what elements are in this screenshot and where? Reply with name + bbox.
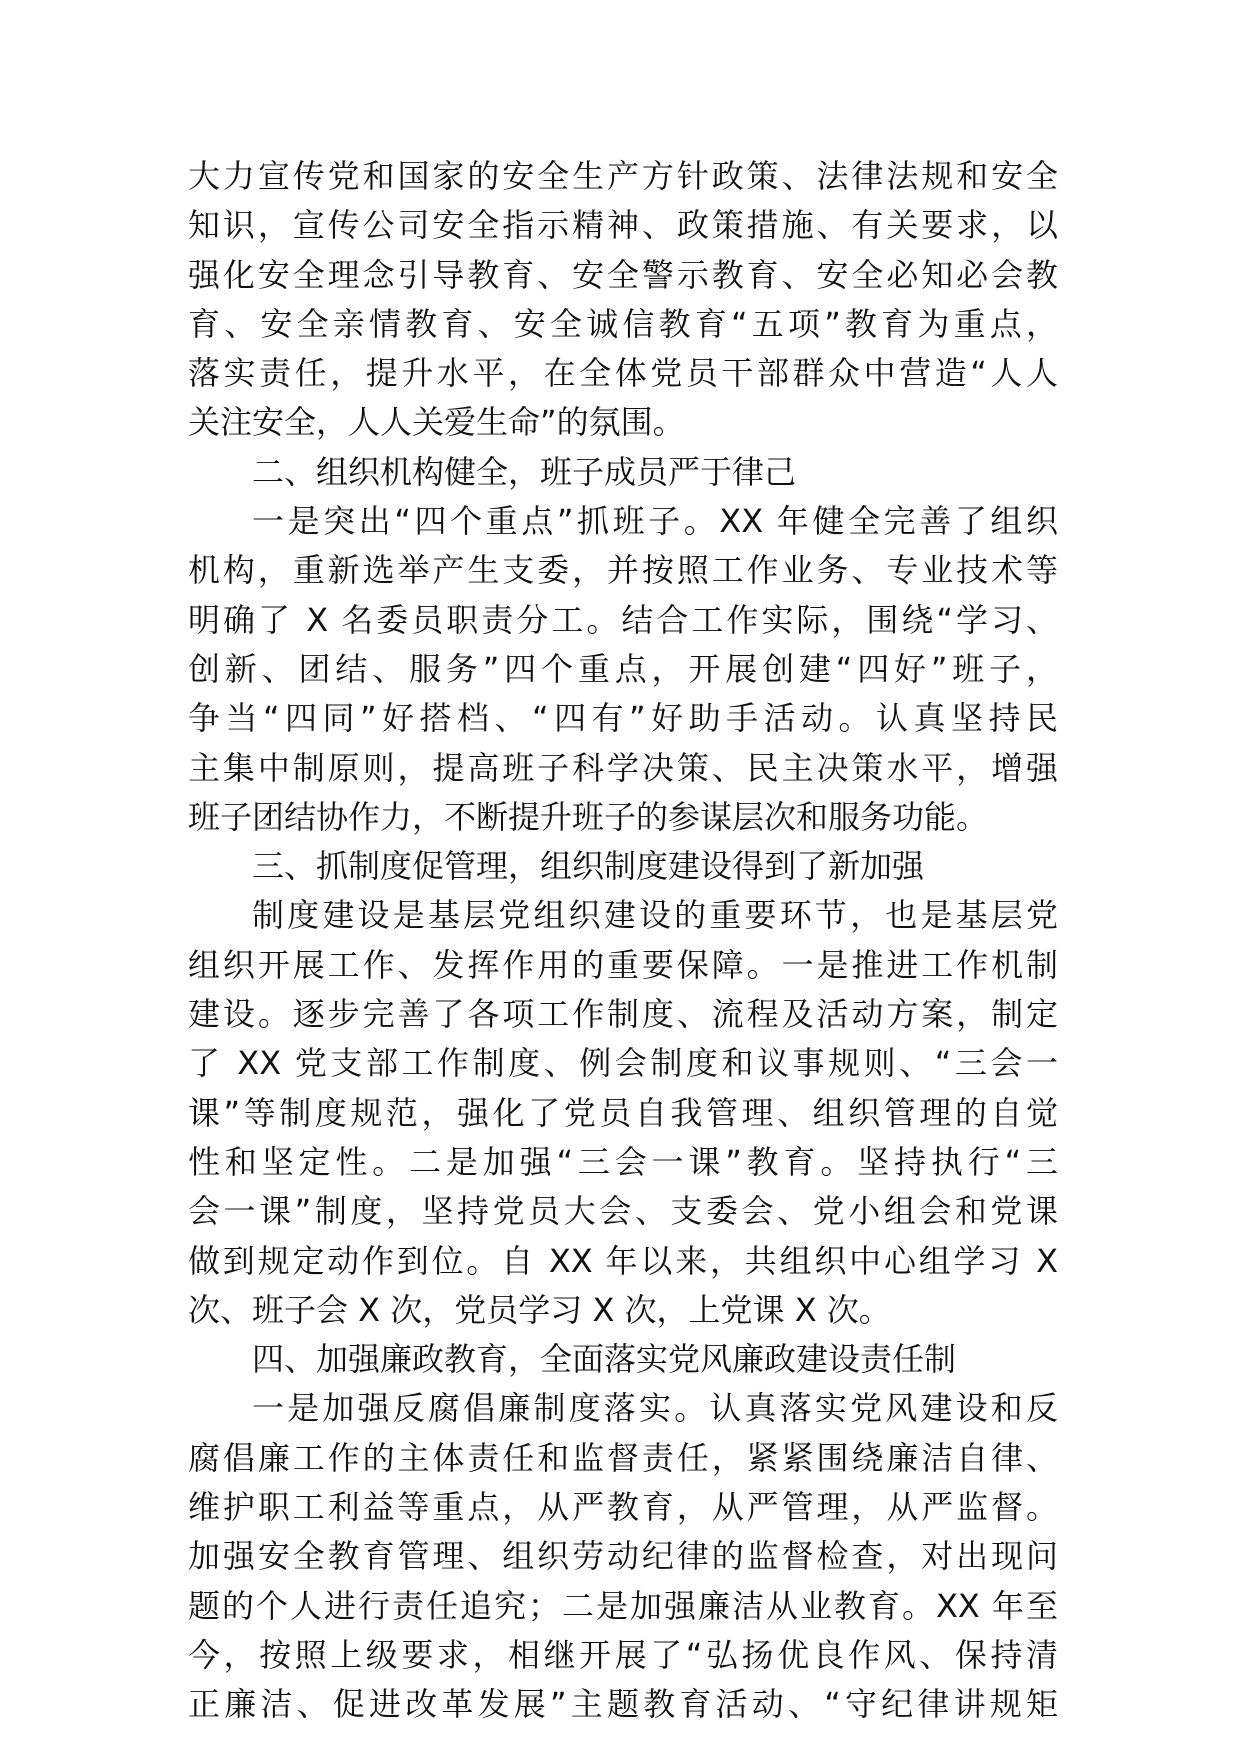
paragraph-first-line: 二、组织机构健全，班子成员严于律己 [252,452,797,491]
text-line: 强化安全理念引导教育、安全警示教育、安全必知必会教 [188,255,1058,294]
paragraph-first-line: 制度建设是基层党组织建设的重要环节，也是基层党 [252,896,1058,935]
text-line: 知识，宣传公司安全指示精神、政策措施、有关要求，以 [188,206,1058,245]
paragraph-first-line: 一是加强反腐倡廉制度落实。认真落实党风建设和反 [252,1389,1058,1428]
text-line: 正廉洁、促进改革发展”主题教育活动、“守纪律讲规矩 [188,1685,1058,1724]
paragraph-first-line: 三、抓制度促管理，组织制度建设得到了新加强 [252,847,925,886]
text-line: 建设。逐步完善了各项工作制度、流程及活动方案，制定 [188,995,1058,1034]
text-line: 今，按照上级要求，相继开展了“弘扬优良作风、保持清 [188,1635,1058,1674]
text-line: 课”等制度规范，强化了党员自我管理、组织管理的自觉 [188,1093,1058,1132]
text-line: 大力宣传党和国家的安全生产方针政策、法律法规和安全 [188,157,1058,195]
paragraph-first-line: 四、加强廉政教育，全面落实党风廉政建设责任制 [252,1340,957,1379]
text-line: 题的个人进行责任追究；二是加强廉洁从业教育。XX 年至 [188,1586,1058,1625]
text-line: 了 XX 党支部工作制度、例会制度和议事规则、“三会一 [188,1044,1058,1083]
text-line: 创新、团结、服务”四个重点，开展创建“四好”班子， [188,649,1058,688]
text-line: 育、安全亲情教育、安全诚信教育“五项”教育为重点， [188,304,1058,343]
text-line: 性和坚定性。二是加强“三会一课”教育。坚持执行“三 [188,1142,1058,1181]
text-line: 关注安全，人人关爱生命”的氛围。 [188,403,685,442]
text-line: 机构，重新选举产生支委，并按照工作业务、专业技术等 [188,551,1058,590]
text-line: 做到规定动作到位。自 XX 年以来，共组织中心组学习 X [188,1241,1058,1280]
text-line: 维护职工利益等重点，从严教育，从严管理，从严监督。 [188,1488,1058,1527]
text-line: 落实责任，提升水平，在全体党员干部群众中营造“人人 [188,354,1058,393]
text-line: 加强安全教育管理、组织劳动纪律的监督检查，对出现问 [188,1537,1058,1576]
text-line: 次、班子会 X 次，党员学习 X 次，上党课 X 次。 [188,1290,891,1329]
text-line: 班子团结协作力，不断提升班子的参谋层次和服务功能。 [188,797,989,836]
document-body [188,152,1058,1730]
paragraph-first-line: 一是突出“四个重点”抓班子。XX 年健全完善了组织 [252,502,1058,541]
text-line: 腐倡廉工作的主体责任和监督责任，紧紧围绕廉洁自律、 [188,1438,1058,1477]
text-line: 组织开展工作、发挥作用的重要保障。一是推进工作机制 [188,945,1058,984]
text-line: 争当“四同”好搭档、“四有”好助手活动。认真坚持民 [188,699,1058,738]
text-line: 会一课”制度，坚持党员大会、支委会、党小组会和党课 [188,1192,1058,1231]
text-line: 主集中制原则，提高班子科学决策、民主决策水平，增强 [188,748,1058,787]
text-line: 明确了 X 名委员职责分工。结合工作实际，围绕“学习、 [188,600,1058,639]
